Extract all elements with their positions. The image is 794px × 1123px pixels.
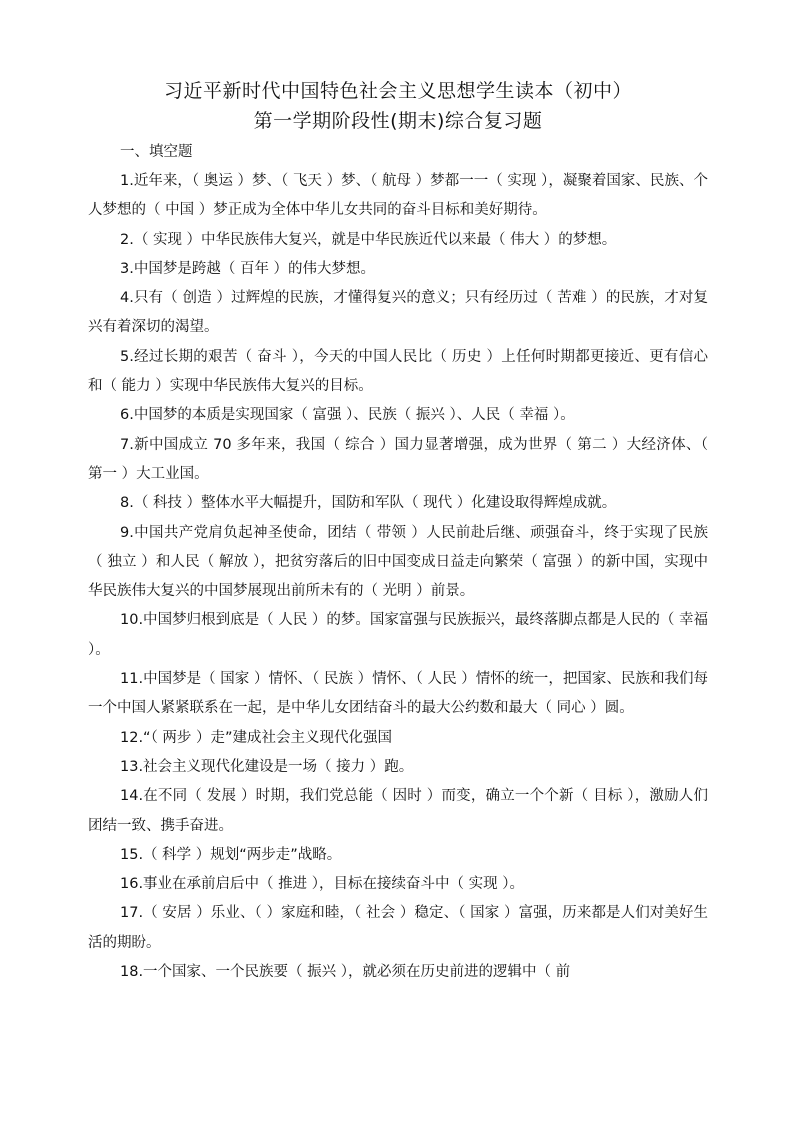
question-2: 2.（ 实现 ）中华民族伟大复兴，就是中华民族近代以来最（ 伟大 ）的梦想。 (120, 231, 617, 248)
question-10: 10.中国梦归根到底是（ 人民 ）的梦。国家富强与民族振兴，最终落脚点都是人民的（ 幸福 ）。 (88, 612, 708, 658)
document-page (88, 76, 708, 987)
question-18: 18.一个国家、一个民族要（ 振兴 ），就必须在历史前进的逻辑中（ 前 (120, 964, 571, 981)
question-3: 3.中国梦是跨越（ 百年 ）的伟大梦想。 (120, 260, 376, 277)
question-8: 8.（ 科技 ）整体水平大幅提升，国防和军队（ 现代 ）化建设取得辉煌成就。 (120, 495, 617, 512)
question-5: 5.经过长期的艰苦（ 奋斗 ），今天的中国人民比（ 历史 ）上任何时期都更接近、更有信心和（ 能力 ）实现中华民族伟大复兴的目标。 (88, 348, 708, 395)
section-heading-fill-in-blank: 一、填空题 (120, 144, 193, 160)
question-16: 16.事业在承前启后中（ 推进 ），目标在接续奋斗中（ 实现 ）。 (120, 876, 524, 893)
question-1: 1.近年来，（ 奥运 ）梦、（ 飞天 ）梦、（ 航母 ）梦都一一（ 实现 ），凝聚着国家、民族、个人梦想的（ 中国 ）梦正成为全体中华儿女共同的奋斗目标和美好期待。 (88, 173, 708, 219)
question-17: 17.（ 安居 ）乐业、（ ）家庭和睦，（ 社会 ）稳定、（ 国家 ）富强，历来都是人们对美好生活的期盼。 (88, 905, 708, 951)
question-15: 15.（ 科学 ）规划“两步走”战略。 (120, 846, 342, 863)
document-title-line-1: 习近平新时代中国特色社会主义思想学生读本（初中） (163, 80, 632, 102)
question-6: 6.中国梦的本质是实现国家（ 富强 ）、民族（ 振兴 ）、人民（ 幸福 ）。 (120, 407, 575, 424)
question-4: 4.只有（ 创造 ）过辉煌的民族，才懂得复兴的意义；只有经历过（ 苦难 ）的民族，才对复兴有着深切的渴望。 (88, 290, 708, 336)
question-14: 14.在不同（ 发展 ）时期，我们党总能（ 因时 ）而变，确立一个个新（ 目标 ），激励人们团结一致、携手奋进。 (88, 788, 708, 834)
question-13: 13.社会主义现代化建设是一场（ 接力 ）跑。 (120, 758, 414, 775)
question-7: 7.新中国成立 70 多年来，我国（ 综合 ）国力显著增强，成为世界（ 第二 ）大经济体、（ 第一 ）大工业国。 (88, 436, 708, 482)
question-11: 11.中国梦是（ 国家 ）情怀、（ 民族 ）情怀、（ 人民 ）情怀的统一，把国家、民族和我们每一个中国人紧紧联系在一起，是中华儿女团结奋斗的最大公约数和最大（ 同心 ）圆。 (88, 671, 708, 717)
question-12: 12.“（ 两步 ）走”建成社会主义现代化强国 (120, 729, 393, 746)
document-title-line-2: 第一学期阶段性(期末)综合复习题 (253, 110, 543, 132)
question-9: 9.中国共产党肩负起神圣使命，团结（ 带领 ）人民前赴后继、顽强奋斗，终于实现了民族（ 独立 ）和人民（ 解放 ），把贫穷落后的旧中国变成日益走向繁荣（ 富强 ）的新中国，实现中华民族伟大复兴的中国梦展现出前所未有的（ 光明 ）前景。 (88, 524, 708, 600)
